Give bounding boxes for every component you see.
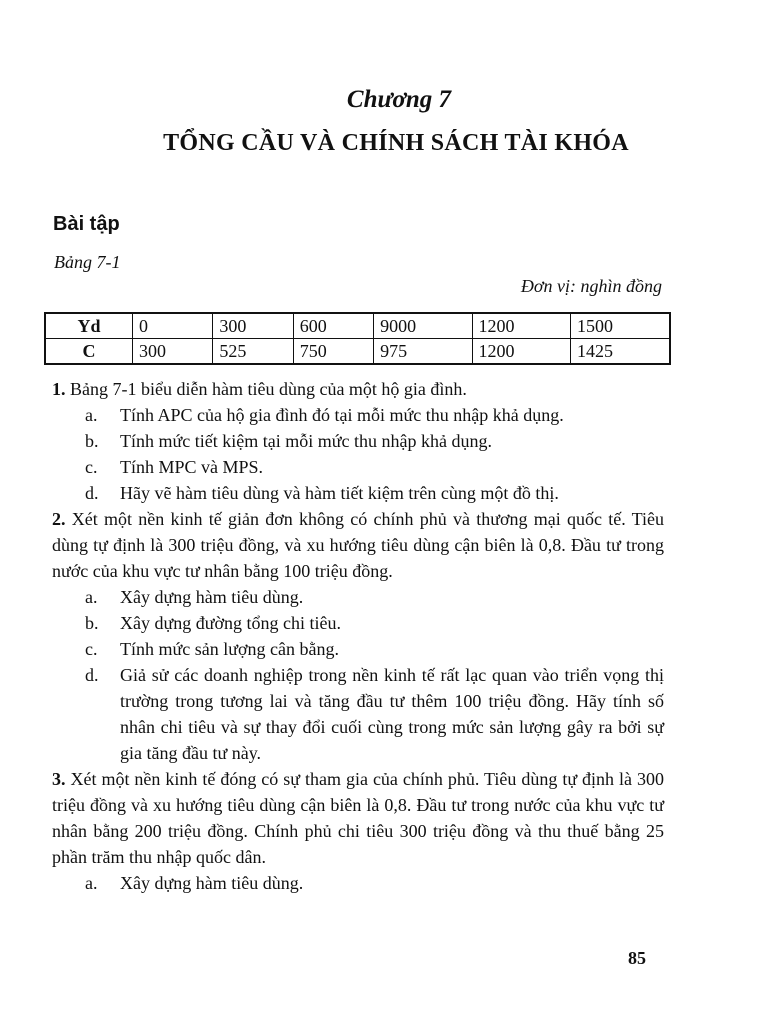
item-label: d. xyxy=(85,665,99,685)
item-label: c. xyxy=(85,639,98,659)
table-unit: Đơn vị: nghìn đồng xyxy=(520,276,662,296)
question-text: Bảng 7-1 biểu diễn hàm tiêu dùng của một hộ gia đình. xyxy=(65,379,467,399)
item-label: b. xyxy=(85,431,99,451)
item-text: Tính mức sản lượng cân bằng. xyxy=(120,639,339,659)
question-number: 3. xyxy=(52,769,66,789)
question-2 xyxy=(52,506,664,584)
table-cell: 1500 xyxy=(570,313,670,339)
item-text: Xây dựng hàm tiêu dùng. xyxy=(120,587,304,607)
item-label: d. xyxy=(85,483,99,503)
table-cell: 1425 xyxy=(570,339,670,365)
table-cell: 525 xyxy=(213,339,293,365)
item-text: Xây dựng đường tổng chi tiêu. xyxy=(120,613,342,633)
question-2-item-b xyxy=(52,610,664,636)
question-1-item-b xyxy=(52,428,664,454)
item-label: a. xyxy=(85,405,98,425)
item-text: Hãy vẽ hàm tiêu dùng và hàm tiết kiệm trên cùng một đồ thị. xyxy=(120,483,559,503)
question-number: 2. xyxy=(52,509,66,529)
page-number: 85 xyxy=(628,948,646,968)
item-label: a. xyxy=(85,873,98,893)
question-1-item-c xyxy=(52,454,664,480)
question-2-item-c xyxy=(52,636,664,662)
table-row-yd xyxy=(45,313,670,339)
item-label: c. xyxy=(85,457,98,477)
question-1 xyxy=(52,376,664,402)
chapter-title: TỔNG CẦU VÀ CHÍNH SÁCH TÀI KHÓA xyxy=(163,130,629,156)
question-text: Xét một nền kinh tế đóng có sự tham gia của chính phủ. Tiêu dùng tự định là 300 triệu đồng và xu hướng tiêu dùng cận biên là 0,8. Đầu tư trong nước của khu vực tư nhân bằng 200 triệu đồng. Chính phủ chi tiêu 300 triệu đồng và thu thuế bằng 25 phần trăm thu nhập quốc dân. xyxy=(52,769,664,867)
section-heading: Bài tập xyxy=(53,213,120,235)
question-2-item-a xyxy=(52,584,664,610)
table-cell: 975 xyxy=(374,339,472,365)
table-cell: 0 xyxy=(133,313,213,339)
item-text: Xây dựng hàm tiêu dùng. xyxy=(120,873,304,893)
question-2-item-d xyxy=(52,662,664,766)
table-row-c xyxy=(45,339,670,365)
table-cell: 300 xyxy=(213,313,293,339)
question-3-item-a xyxy=(52,870,664,896)
row-header: C xyxy=(45,339,133,365)
data-table xyxy=(44,312,671,365)
table-cell: 1200 xyxy=(472,313,570,339)
question-3 xyxy=(52,766,664,870)
item-label: b. xyxy=(85,613,99,633)
question-text: Xét một nền kinh tế giản đơn không có chính phủ và thương mại quốc tế. Tiêu dùng tự định là 300 triệu đồng, và xu hướng tiêu dùng cận biên là 0,8. Đầu tư trong nước của khu vực tư nhân bằng 100 triệu đồng. xyxy=(52,509,664,581)
table-cell: 1200 xyxy=(472,339,570,365)
item-label: a. xyxy=(85,587,98,607)
item-text: Giả sử các doanh nghiệp trong nền kinh tế rất lạc quan vào triển vọng thị trường trong tương lai và tăng đầu tư thêm 100 triệu đồng. Hãy tính số nhân chi tiêu và sự thay đổi cuối cùng trong mức sản lượng gây ra bởi sự gia tăng đầu tư này. xyxy=(120,665,664,763)
table-caption: Bảng 7-1 xyxy=(54,252,121,272)
table-cell: 750 xyxy=(293,339,373,365)
row-header: Yd xyxy=(45,313,133,339)
table-cell: 300 xyxy=(133,339,213,365)
question-number: 1. xyxy=(52,379,66,399)
table-cell: 9000 xyxy=(374,313,472,339)
exercise-list xyxy=(52,376,664,896)
question-1-item-a xyxy=(52,402,664,428)
question-1-item-d xyxy=(52,480,664,506)
item-text: Tính MPC và MPS. xyxy=(120,457,264,477)
table-cell: 600 xyxy=(293,313,373,339)
item-text: Tính APC của hộ gia đình đó tại mỗi mức thu nhập khả dụng. xyxy=(120,405,564,425)
chapter-heading: Chương 7 xyxy=(346,86,452,113)
item-text: Tính mức tiết kiệm tại mỗi mức thu nhập khả dụng. xyxy=(120,431,492,451)
